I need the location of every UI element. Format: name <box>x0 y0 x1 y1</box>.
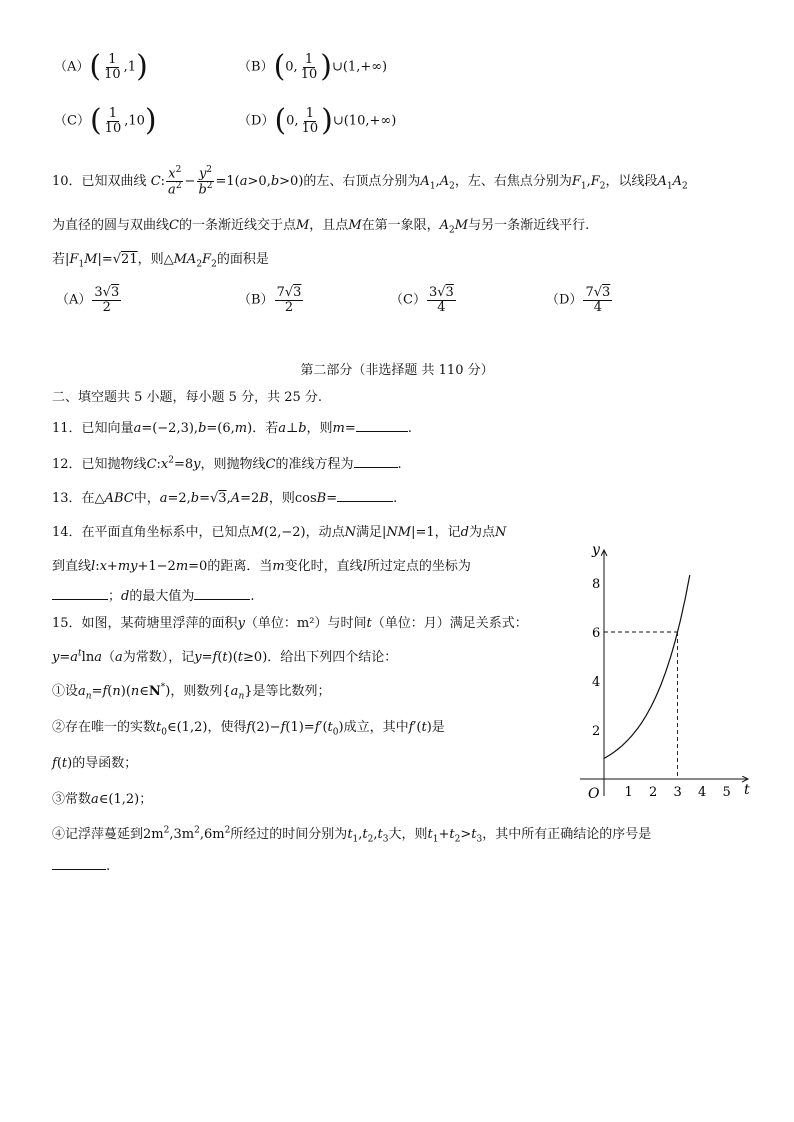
q14-line3: ；d的最大值为 . <box>52 585 255 604</box>
section-title: 二、填空题共 5 小题，每小题 5 分，共 25 分. <box>52 390 323 405</box>
origin-label: O <box>588 786 600 802</box>
x-tick-label: 5 <box>722 785 731 800</box>
y-tick-label: 2 <box>592 724 601 739</box>
q14-line2: 到直线l:x+my+1−2m=0的距离．当m变化时，直线l所过定点的坐标为 <box>52 559 471 574</box>
q9-option-b: （B）(0, $\frac{1}{10}$ )∪(1,+∞) <box>238 49 388 84</box>
q10-line1: 10．已知双曲线 C: $\frac{x^2}{a^2}$ − $\frac{y^2}{b^2}$ =1(a>0,b>0)的左、右顶点分别为$A_1,A_2$，左、右焦点分别为$F_1,F_2$，以线段$A_1A_2$ <box>52 165 688 198</box>
q10-option-b: （B） $\frac{7√3}{2}$ <box>238 285 302 315</box>
q15-answer-line: . <box>52 857 110 874</box>
q9-option-d: （D）(0, $\frac{1}{10}$ )∪(10,+∞) <box>238 103 397 138</box>
x-tick-label: 2 <box>649 785 658 800</box>
part2-heading: 第二部分（非选择题 共 110 分） <box>300 363 494 378</box>
q15-line2: $y=a^t\ln a(a$为常数），记y=f(t)(t≥0)．给出下列四个结论： <box>52 648 398 665</box>
growth-graph <box>560 536 760 806</box>
x-tick-label: 4 <box>698 785 707 800</box>
q10-option-a: （A） $\frac{3√3}{2}$ <box>56 285 120 315</box>
q15-statement-1: ①设$a_n=f(n)(n\in N^*)$，则数列$\{a_n\}$是等比数列； <box>52 682 331 702</box>
q15-statement-3: ③常数a∈(1,2)； <box>52 792 153 807</box>
y-tick-label: 8 <box>592 577 601 592</box>
q15-line1: 15．如图，某荷塘里浮萍的面积y（单位：m²）与时间t（单位：月）满足关系式： <box>52 616 528 631</box>
q9-option-a: （A）( $\frac{1}{10}$ ,1) <box>54 49 148 84</box>
x-axis-label: t <box>744 782 750 798</box>
q15-statement-2: ②存在唯一的实数$t_0\in(1,2)$，使得$f(2)-f(1)=f'(t_0)$成立，其中f′(t)是 <box>52 720 445 738</box>
q15-statement-4: ④记浮萍蔓延到$2m^2,3m^2,6m^2$所经过的时间分别为$t_1,t_2,t_3$大，则$t_1+t_2>t_3$，其中所有正确结论的序号是 <box>52 825 652 845</box>
y-tick-label: 6 <box>592 626 601 641</box>
q10-line3: 若$|F_1M|=√21$，则$\triangle MA_2F_2$的面积是 <box>52 252 269 270</box>
growth-curve <box>604 575 690 758</box>
y-axis-label: y <box>592 542 600 558</box>
x-tick-label: 1 <box>624 785 633 800</box>
q13: 13．在△ABC中，a=2,b=√3,A=2B，则cosB= . <box>52 491 398 506</box>
x-tick-label: 3 <box>673 785 682 800</box>
q9-option-c: （C）( $\frac{1}{10}$ ,10) <box>54 103 157 138</box>
q11: 11．已知向量a=(−2,3),b=(6,m)．若a⊥b，则m= . <box>52 421 412 436</box>
q10-option-c: （C） $\frac{3√3}{4}$ <box>390 285 454 315</box>
q14-line1: 14．在平面直角坐标系中，已知点M(2,−2)，动点N满足|NM|=1，记d为点N <box>52 525 507 540</box>
q15-statement-2-cont: f(t)的导函数； <box>52 756 138 771</box>
q10-line2: 为直径的圆与双曲线C的一条渐近线交于点M，且点M在第一象限，$A_2M$与另一条渐近线平行. <box>52 218 590 236</box>
y-tick-label: 4 <box>592 675 601 690</box>
q10-option-d: （D） $\frac{7√3}{4}$ <box>546 285 611 315</box>
q12: 12．已知抛物线$C:x^2=8y$，则抛物线C的准线方程为 . <box>52 455 402 472</box>
